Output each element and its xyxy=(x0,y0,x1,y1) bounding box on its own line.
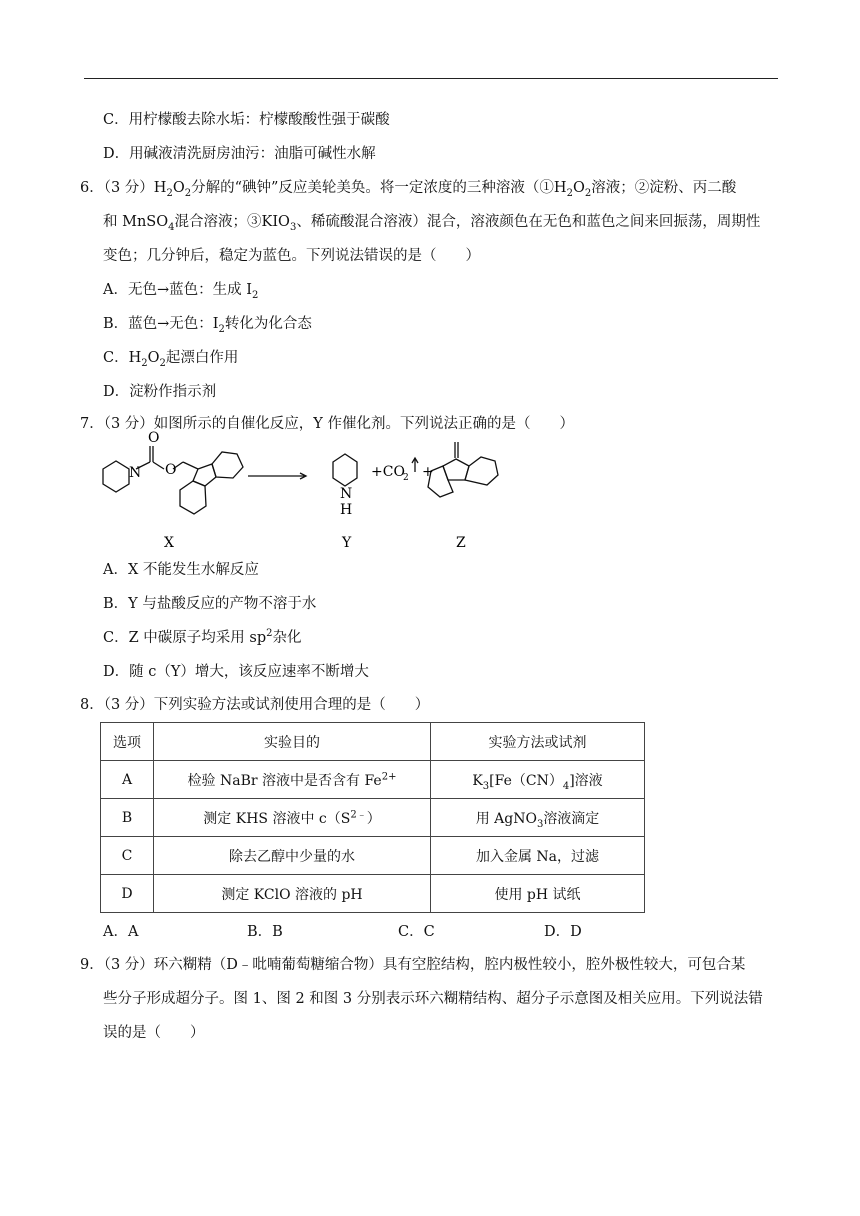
q6-option-a: A．无色→蓝色：生成 $I_2$ xyxy=(103,282,259,301)
q7-option-c: C．Z 中碳原子均采用 $sp^2$杂化 xyxy=(103,628,302,646)
table-header: 实验目的 xyxy=(154,723,431,761)
y-hydrogen-label: H xyxy=(340,502,353,518)
y-nitrogen-label: N xyxy=(340,486,353,502)
q8-stem: 8．（3 分）下列实验方法或试剂使用合理的是（ ） xyxy=(80,697,430,713)
x-piperidine-ring xyxy=(103,461,129,492)
q6-option-c: C．$H_2O_2$起漂白作用 xyxy=(103,350,239,369)
x-nitrogen-label: N xyxy=(129,465,142,481)
molecule-label-x: X xyxy=(164,535,174,551)
q5-option-d: D．用碱液清洗厨房油污：油脂可碱性水解 xyxy=(103,146,376,162)
table-cell-goal: 除去乙醇中少量的水 xyxy=(154,837,431,875)
x-carbonyl-o: O xyxy=(148,430,160,446)
q7-stem: 7．（3 分）如图所示的自催化反应，Y 作催化剂。下列说法正确的是（ ） xyxy=(80,416,574,432)
q6-option-d: D．淀粉作指示剂 xyxy=(103,384,217,400)
table-cell-option: A xyxy=(101,761,154,799)
q7-reaction-scheme xyxy=(98,414,538,554)
molecule-label-y: Y xyxy=(342,535,352,551)
q7-option-d: D．随 c（Y）增大，该反应速率不断增大 xyxy=(103,664,369,680)
q9-stem-line3: 误的是（ ） xyxy=(103,1025,205,1041)
table-header: 选项 xyxy=(101,723,154,761)
q8-choice-b: B．B xyxy=(247,924,283,940)
table-cell-goal: 测定 KClO 溶液的 pH xyxy=(154,875,431,913)
table-cell-method: 使用 pH 试纸 xyxy=(431,875,645,913)
q9-stem-line1: 9．（3 分）环六糊精（D﹣吡喃葡萄糖缩合物）具有空腔结构，腔内极性较小，腔外极性较大，可包合某 xyxy=(80,957,746,973)
q8-choice-a: A．A xyxy=(103,924,139,940)
y-piperidine-ring xyxy=(333,454,357,486)
table-row xyxy=(101,837,645,875)
table-cell-option: B xyxy=(101,799,154,837)
q6-stem-line1: 6．（3 分）$H_2O_2$分解的“碘钟”反应美轮美奂。将一定浓度的三种溶液（$①H_2O_2$溶液；②淀粉、丙二酸 xyxy=(80,180,737,199)
q6-stem-line3: 变色；几分钟后，稳定为蓝色。下列说法错误的是（ ） xyxy=(103,248,480,264)
table-row xyxy=(101,761,645,799)
q8-choice-c: C．C xyxy=(398,924,435,940)
q5-option-c: C．用柠檬酸去除水垢：柠檬酸酸性强于碳酸 xyxy=(103,112,390,128)
q8-table xyxy=(100,722,645,913)
x-fluorene-ring-right xyxy=(212,452,243,478)
q7-option-a: A．X 不能发生水解反应 xyxy=(103,562,259,578)
q7-option-b: B．Y 与盐酸反应的产物不溶于水 xyxy=(103,596,317,612)
table-cell-option: C xyxy=(101,837,154,875)
table-cell-method: 加入金属 Na，过滤 xyxy=(431,837,645,875)
x-ester-o: O xyxy=(165,462,177,478)
table-row xyxy=(101,799,645,837)
table-cell-goal: 检验 NaBr 溶液中是否含有 $Fe^{2+}$ xyxy=(154,761,431,799)
x-fluorene-ring-left xyxy=(180,481,206,514)
q6-option-b: B．蓝色→无色：$I_2$转化为化合态 xyxy=(103,316,312,335)
q8-choice-d: D．D xyxy=(544,924,582,940)
table-cell-method: $K_3[Fe(CN)_4]$溶液 xyxy=(431,761,645,799)
table-row xyxy=(101,875,645,913)
plus-co2-label: +CO xyxy=(371,464,405,480)
table-header-row xyxy=(101,723,645,761)
table-cell-method: 用 AgNO$_3$溶液滴定 xyxy=(431,799,645,837)
co2-subscript: 2 xyxy=(403,473,409,483)
molecule-label-z: Z xyxy=(456,535,466,551)
header-rule xyxy=(84,78,778,79)
q9-stem-line2: 些分子形成超分子。图 1、图 2 和图 3 分别表示环六糊精结构、超分子示意图及相关应用。下列说法错 xyxy=(103,991,763,1007)
table-header: 实验方法或试剂 xyxy=(431,723,645,761)
table-cell-goal: 测定 KHS 溶液中 $c(S^{2﹣})$ xyxy=(154,799,431,837)
q6-stem-line2: 和 MnSO$_4$混合溶液；$③KIO_3$、稀硫酸混合溶液）混合，溶液颜色在无色和蓝色之间来回振荡，周期性 xyxy=(103,214,761,233)
plus-label: + xyxy=(422,464,434,480)
table-cell-option: D xyxy=(101,875,154,913)
